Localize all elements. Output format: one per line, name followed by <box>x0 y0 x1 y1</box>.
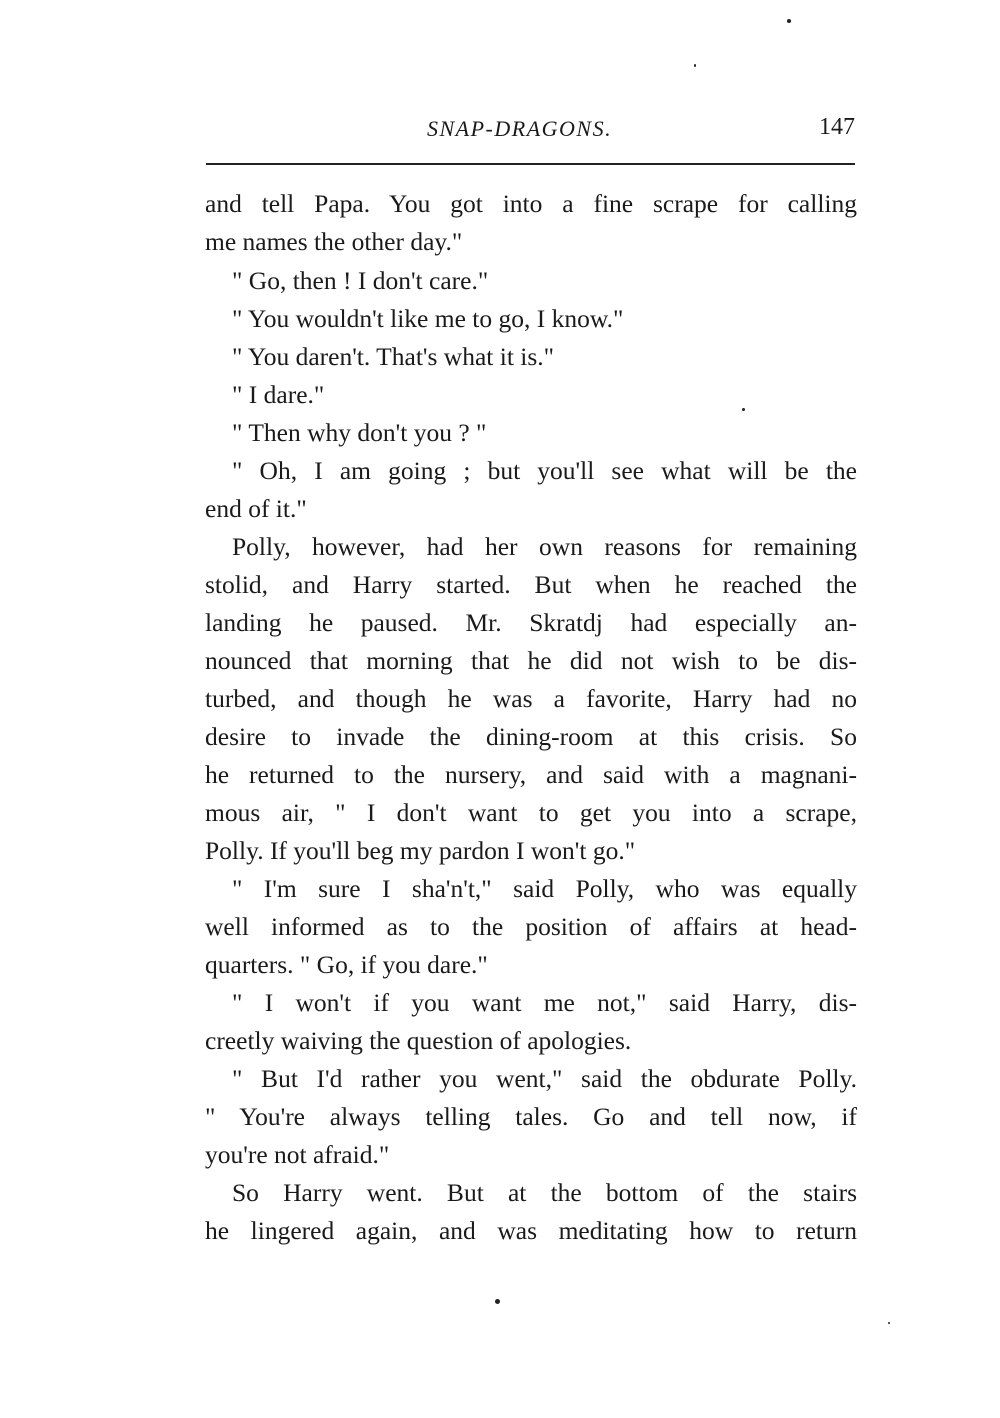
text-line: turbed, and though he was a favorite, Harry had no <box>205 684 857 713</box>
text-line: So Harry went. But at the bottom of the stairs <box>232 1178 857 1207</box>
text-line: he lingered again, and was meditating how to return <box>205 1216 857 1245</box>
text-line: Polly, however, had her own reasons for remaining <box>232 532 857 561</box>
ink-speck <box>787 19 791 23</box>
text-line: well informed as to the position of affairs at head- <box>205 912 857 941</box>
text-line: " I dare." <box>232 380 325 409</box>
text-line: " You daren't. That's what it is." <box>232 342 555 371</box>
text-line: desire to invade the dining-room at this crisis. So <box>205 722 857 751</box>
ink-speck <box>742 408 745 411</box>
text-line: and tell Papa. You got into a fine scrape for calling <box>205 189 857 218</box>
text-line: " Oh, I am going ; but you'll see what will be the <box>232 456 857 485</box>
ink-speck <box>888 1322 890 1324</box>
text-line: he returned to the nursery, and said with a magnani- <box>205 760 857 789</box>
text-line: " Go, then ! I don't care." <box>232 266 489 295</box>
text-line: end of it." <box>205 494 307 523</box>
text-line: " I'm sure I sha'n't," said Polly, who was equally <box>232 874 857 903</box>
text-line: " But I'd rather you went," said the obdurate Polly. <box>232 1064 857 1093</box>
text-line: nounced that morning that he did not wish to be dis- <box>205 646 857 675</box>
text-line: you're not afraid." <box>205 1140 390 1169</box>
header-rule <box>206 163 855 165</box>
text-line: Polly. If you'll beg my pardon I won't go." <box>205 836 636 865</box>
text-line: landing he paused. Mr. Skratdj had especially an- <box>205 608 857 637</box>
page-header <box>205 112 855 152</box>
running-title: SNAP-DRAGONS. <box>427 116 613 141</box>
text-line: " You're always telling tales. Go and tell now, if <box>205 1102 857 1131</box>
text-line: me names the other day." <box>205 227 463 256</box>
ink-speck <box>495 1299 500 1304</box>
text-line: creetly waiving the question of apologies. <box>205 1026 632 1055</box>
text-line: " I won't if you want me not," said Harry, dis- <box>232 988 857 1017</box>
text-line: mous air, " I don't want to get you into a scrape, <box>205 798 857 827</box>
text-line: stolid, and Harry started. But when he reached the <box>205 570 857 599</box>
text-line: " You wouldn't like me to go, I know." <box>232 304 624 333</box>
ink-speck <box>694 64 696 67</box>
text-line: " Then why don't you ? " <box>232 418 487 447</box>
text-line: quarters. " Go, if you dare." <box>205 950 488 979</box>
page-number: 147 <box>819 114 855 140</box>
